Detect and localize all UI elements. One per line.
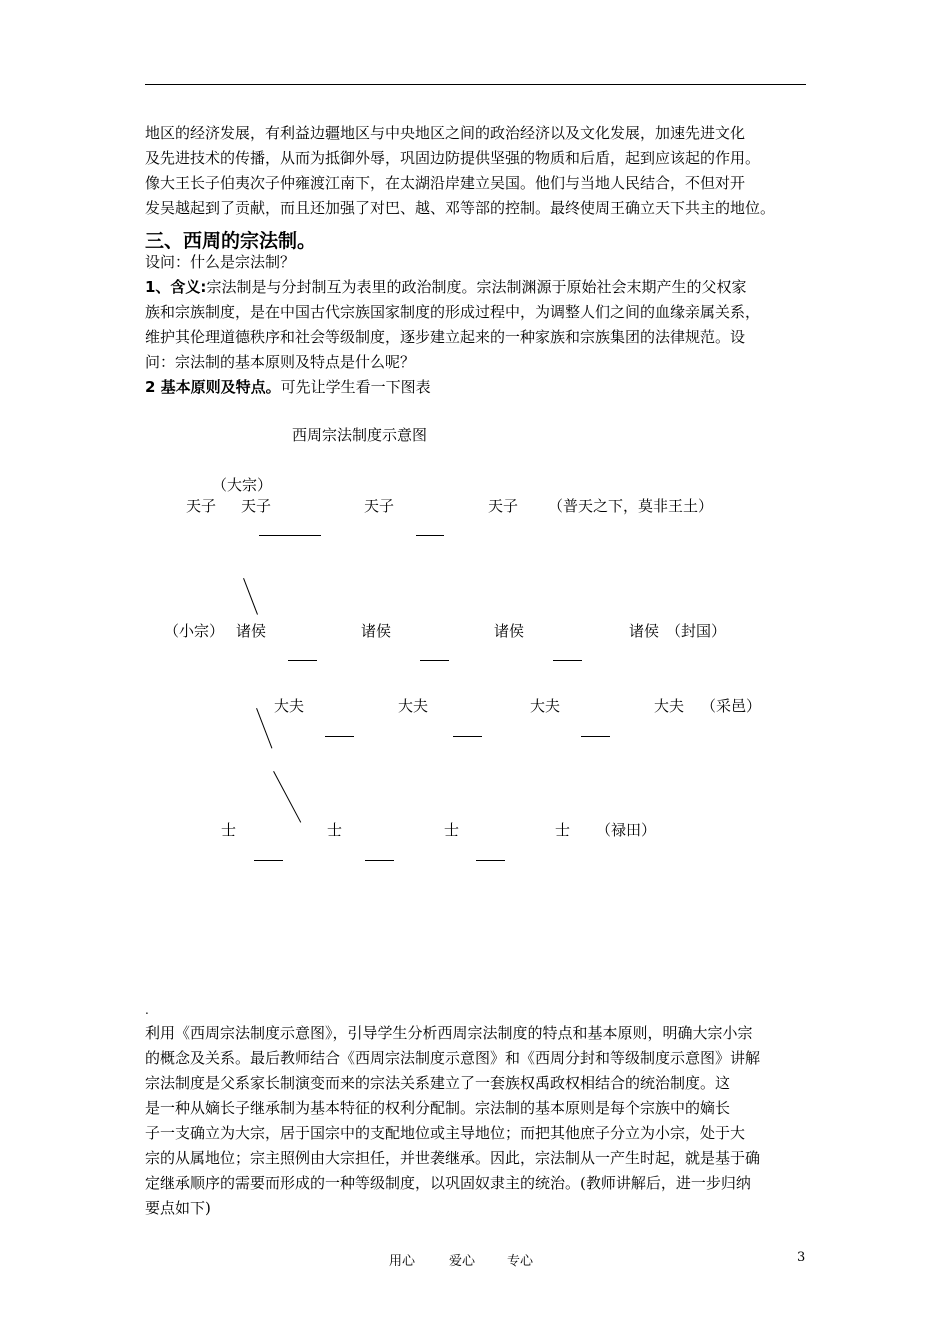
text-line: 维护其伦理道德秩序和社会等级制度，逐步建立起来的一种家族和宗族集团的法律规范。设 bbox=[145, 328, 746, 346]
text-line: 问：宗法制的基本原则及特点是什么呢？ bbox=[145, 353, 416, 371]
row4-note: （禄田） bbox=[596, 821, 657, 839]
diagonal-line bbox=[243, 578, 258, 615]
footer-item: 爱心 bbox=[449, 1254, 476, 1269]
text-line: 利用《西周宗法制度示意图》，引导学生分析西周宗法制度的特点和基本原则，明确大宗小宗 bbox=[145, 1024, 753, 1042]
zhuhou-node: 诸侯 bbox=[361, 622, 392, 640]
question-line: 设问：什么是宗法制？ bbox=[145, 253, 296, 271]
connector-line bbox=[288, 660, 317, 661]
zhuhou-node: 诸侯 bbox=[494, 622, 525, 640]
diagonal-line bbox=[273, 771, 301, 823]
text-line: 的概念及关系。最后教师结合《西周宗法制度示意图》和《西周分封和等级制度示意图》讲解 bbox=[145, 1049, 761, 1067]
definition-paragraph bbox=[145, 250, 817, 400]
text-line: 像大王长子伯夷次子仲雍渡江南下，在太湖沿岸建立吴国。他们与当地人民结合，不但对开 bbox=[145, 174, 746, 192]
page-number: 3 bbox=[797, 1250, 806, 1265]
connector-line bbox=[259, 535, 321, 536]
xiaozong-label: （小宗） bbox=[164, 622, 225, 640]
dafu-node: 大夫 bbox=[530, 697, 561, 715]
tianzi-node: 天子 bbox=[186, 497, 217, 515]
connector-line bbox=[553, 660, 582, 661]
principles-label: 2 基本原则及特点。 bbox=[145, 378, 281, 396]
text-line: 要点如下) bbox=[145, 1199, 211, 1217]
dazong-label: （大宗） bbox=[212, 476, 273, 494]
connector-line bbox=[325, 736, 354, 737]
row3-note: （采邑） bbox=[701, 697, 762, 715]
principles-text: 可先让学生看一下图表 bbox=[280, 378, 431, 396]
text-line: 宗法制度是父系家长制演变而来的宗法关系建立了一套族权禹政权相结合的统治制度。这 bbox=[145, 1074, 731, 1092]
body-paragraph bbox=[145, 1021, 817, 1221]
connector-line bbox=[420, 660, 449, 661]
definition-label: 1、含义: bbox=[145, 278, 207, 296]
zhuhou-node: 诸侯 bbox=[236, 622, 267, 640]
text-line: 宗的从属地位；宗主照例由大宗担任，并世袭继承。因此，宗法制从一产生时起，就是基于确 bbox=[145, 1149, 761, 1167]
text-line: 定继承顺序的需要而形成的一种等级制度，以巩固奴隶主的统治。(教师讲解后，进一步归纳 bbox=[145, 1174, 751, 1192]
tianzi-node: 天子 bbox=[364, 497, 395, 515]
text-line: 是一种从嫡长子继承制为基本特征的权利分配制。宗法制的基本原则是每个宗族中的嫡长 bbox=[145, 1099, 731, 1117]
diagram-title: 西周宗法制度示意图 bbox=[292, 426, 428, 444]
connector-line bbox=[476, 860, 505, 861]
row2-note: （封国） bbox=[666, 622, 727, 640]
connector-line bbox=[453, 736, 482, 737]
footer-item: 专心 bbox=[507, 1254, 534, 1269]
zhuhou-node: 诸侯 bbox=[629, 622, 660, 640]
tianzi-node: 天子 bbox=[488, 497, 519, 515]
connector-line bbox=[254, 860, 283, 861]
connector-line bbox=[365, 860, 394, 861]
text-line: 地区的经济发展，有利益边疆地区与中央地区之间的政治经济以及文化发展，加速先进文化 bbox=[145, 124, 746, 142]
text-line: 发吴越起到了贡献，而且还加强了对巴、越、邓等部的控制。最终使周王确立天下共主的地位。 bbox=[145, 199, 776, 217]
text-line: 子一支确立为大宗，居于国宗中的支配地位或主导地位；而把其他庶子分立为小宗，处于大 bbox=[145, 1124, 746, 1142]
dafu-node: 大夫 bbox=[274, 697, 305, 715]
connector-line bbox=[416, 535, 444, 536]
text-line bbox=[145, 375, 817, 400]
tianzi-node: 天子 bbox=[241, 497, 272, 515]
definition-text: 宗法制是与分封制互为表里的政治制度。宗法制渊源于原始社会末期产生的父权家 bbox=[206, 278, 747, 296]
text-line: 族和宗族制度，是在中国古代宗族国家制度的形成过程中，为调整人们之间的血缘亲属关系， bbox=[145, 303, 761, 321]
section-title: 三、西周的宗法制。 bbox=[145, 230, 317, 252]
text-line bbox=[145, 275, 817, 300]
dafu-node: 大夫 bbox=[398, 697, 429, 715]
shi-node: 士 bbox=[221, 821, 237, 839]
header-rule bbox=[145, 84, 806, 85]
footer-item: 用心 bbox=[389, 1254, 416, 1269]
shi-node: 士 bbox=[327, 821, 343, 839]
connector-line bbox=[581, 736, 610, 737]
text-line: 及先进技术的传播，从而为抵御外辱，巩固边防提供坚强的物质和后盾，起到应该起的作用。 bbox=[145, 149, 761, 167]
dafu-node: 大夫 bbox=[654, 697, 685, 715]
shi-node: 士 bbox=[555, 821, 571, 839]
stray-mark: . bbox=[145, 1003, 149, 1017]
intro-paragraph bbox=[145, 121, 817, 221]
shi-node: 士 bbox=[444, 821, 460, 839]
diagonal-line bbox=[256, 708, 272, 749]
row1-note: （普天之下，莫非王土） bbox=[548, 497, 714, 515]
